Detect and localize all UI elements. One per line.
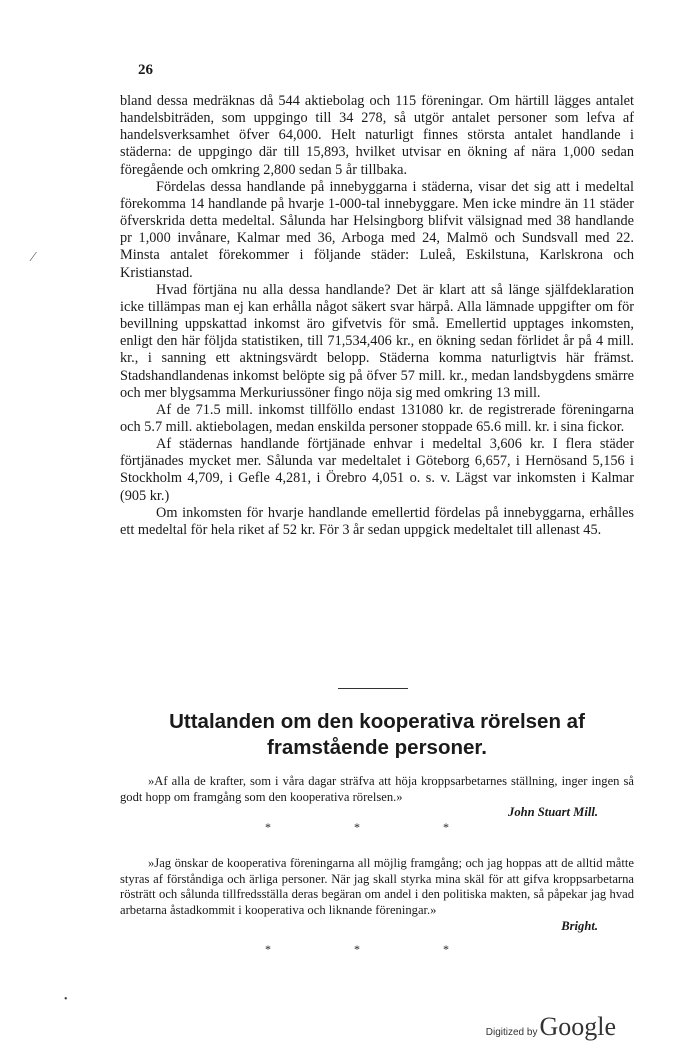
- google-logo: Google: [539, 1012, 616, 1041]
- section-divider: [338, 688, 408, 689]
- paragraph: Om inkomsten för hvarje handlande emellertid fördelas på innebyggarna, erhålles ett medeltal för hela riket af 52 kr. För 3 år sedan uppgick medeltalet till allenast 45.: [120, 504, 634, 538]
- quote-author: John Stuart Mill.: [508, 805, 598, 820]
- digitized-footer: [486, 1012, 616, 1042]
- quote-text: »Jag önskar de kooperativa föreningarna all möjlig framgång; och jag hoppas att de alltid måtte styras af förståndiga och ärliga personer. När jag skall styrka mina skäl för att gifva kroppsarbetarna rösträtt och sålunda tillfredsställa deras begäran om andel i den politiska makten, så påpekar jag hvad arbetarna åstadkommit i kooperativa och liknande föreningar.»: [120, 856, 634, 918]
- quote-text: »Af alla de krafter, som i våra dagar sträfva att höja kroppsarbetarnes ställning, inger ingen så godt hopp om framgång som den kooperativa rörelsen.»: [120, 774, 634, 804]
- separator-stars: * * *: [265, 942, 489, 956]
- separator-stars: * * *: [265, 820, 489, 834]
- paragraph: bland dessa medräknas då 544 aktiebolag och 115 föreningar. Om härtill lägges antalet handelsbiträden, som uppgingo till 34 278, så utgör antalet personer som lefva af handelsverksamhet öfver 64,000. Helt naturligt finnes största antalet handlande i städerna: de uppgingo där till 15,893, hvilket utvisar en ökning af nära 1,000 sedan föregående och omkring 2,800 sedan 5 år tillbaka.: [120, 93, 634, 178]
- paragraph: Af städernas handlande förtjänade enhvar i medeltal 3,606 kr. I flera städer förtjänades mycket mer. Sålunda var medeltalet i Göteborg 6,657, i Hernösand 5,156 i Stockholm 4,709, i Gefle 4,281, i Örebro 4,051 o. s. v. Lägst var inkomsten i Kalmar (905 kr.): [120, 436, 634, 504]
- quote-block: [120, 856, 634, 935]
- section-heading: Uttalanden om den kooperativa rörelsen af framstående personer.: [169, 710, 585, 759]
- paragraph: Hvad förtjäna nu alla dessa handlande? Det är klart att så länge själfdeklaration icke tillämpas man ej kan erhålla något säkert svar härpå. Alla lämnade uppgifter om för bevillning uppskattad inkomst äro gifvetvis för små. Emellertid upptages inkomsten, enligt den här följda statistiken, till 71,534,406 kr., en ökning sedan förlidet år på 4 mill. kr., i sanning ett aktningsvärdt belopp. Städerna komma naturligtvis här främst. Stadshandlandenas inkomst belöpte sig på öfver 57 mill. kr., medan landsbygdens smärre och mer blygsamma Merkuriussöner fingo nöja sig med omkring 13 mill.: [120, 281, 634, 401]
- quote-author: Bright.: [561, 918, 598, 933]
- body-text: [120, 93, 634, 539]
- quote-block: [120, 774, 634, 821]
- paragraph: Fördelas dessa handlande på innebyggarna i städerna, visar det sig att i medeltal förekomma 14 handlande på hvarje 1-000-tal innebyggare. Men icke mindre än 11 städer öfverskrida detta medeltal. Sålunda har Helsingborg blifvit välsignad med 38 handlande pr 1,000 invånare, Kalmar med 36, Arboga med 24, Malmö och Sundsvall med 22. Minsta antalet förekommer i följande städer: Luleå, Eskilstuna, Karlskrona och Kristianstad.: [120, 178, 634, 281]
- digitized-by-label: Digitized by: [485, 1027, 538, 1038]
- paragraph: Af de 71.5 mill. inkomst tillföllo endast 131080 kr. de registrerade föreningarna och 5.7 mill. aktiebolagen, medan enskilda personer stoppade 65.6 mill. kr. i sina fickor.: [120, 401, 634, 435]
- margin-dot: •: [64, 994, 68, 1005]
- page-number: 26: [138, 62, 153, 78]
- margin-mark: ⁄: [32, 250, 35, 265]
